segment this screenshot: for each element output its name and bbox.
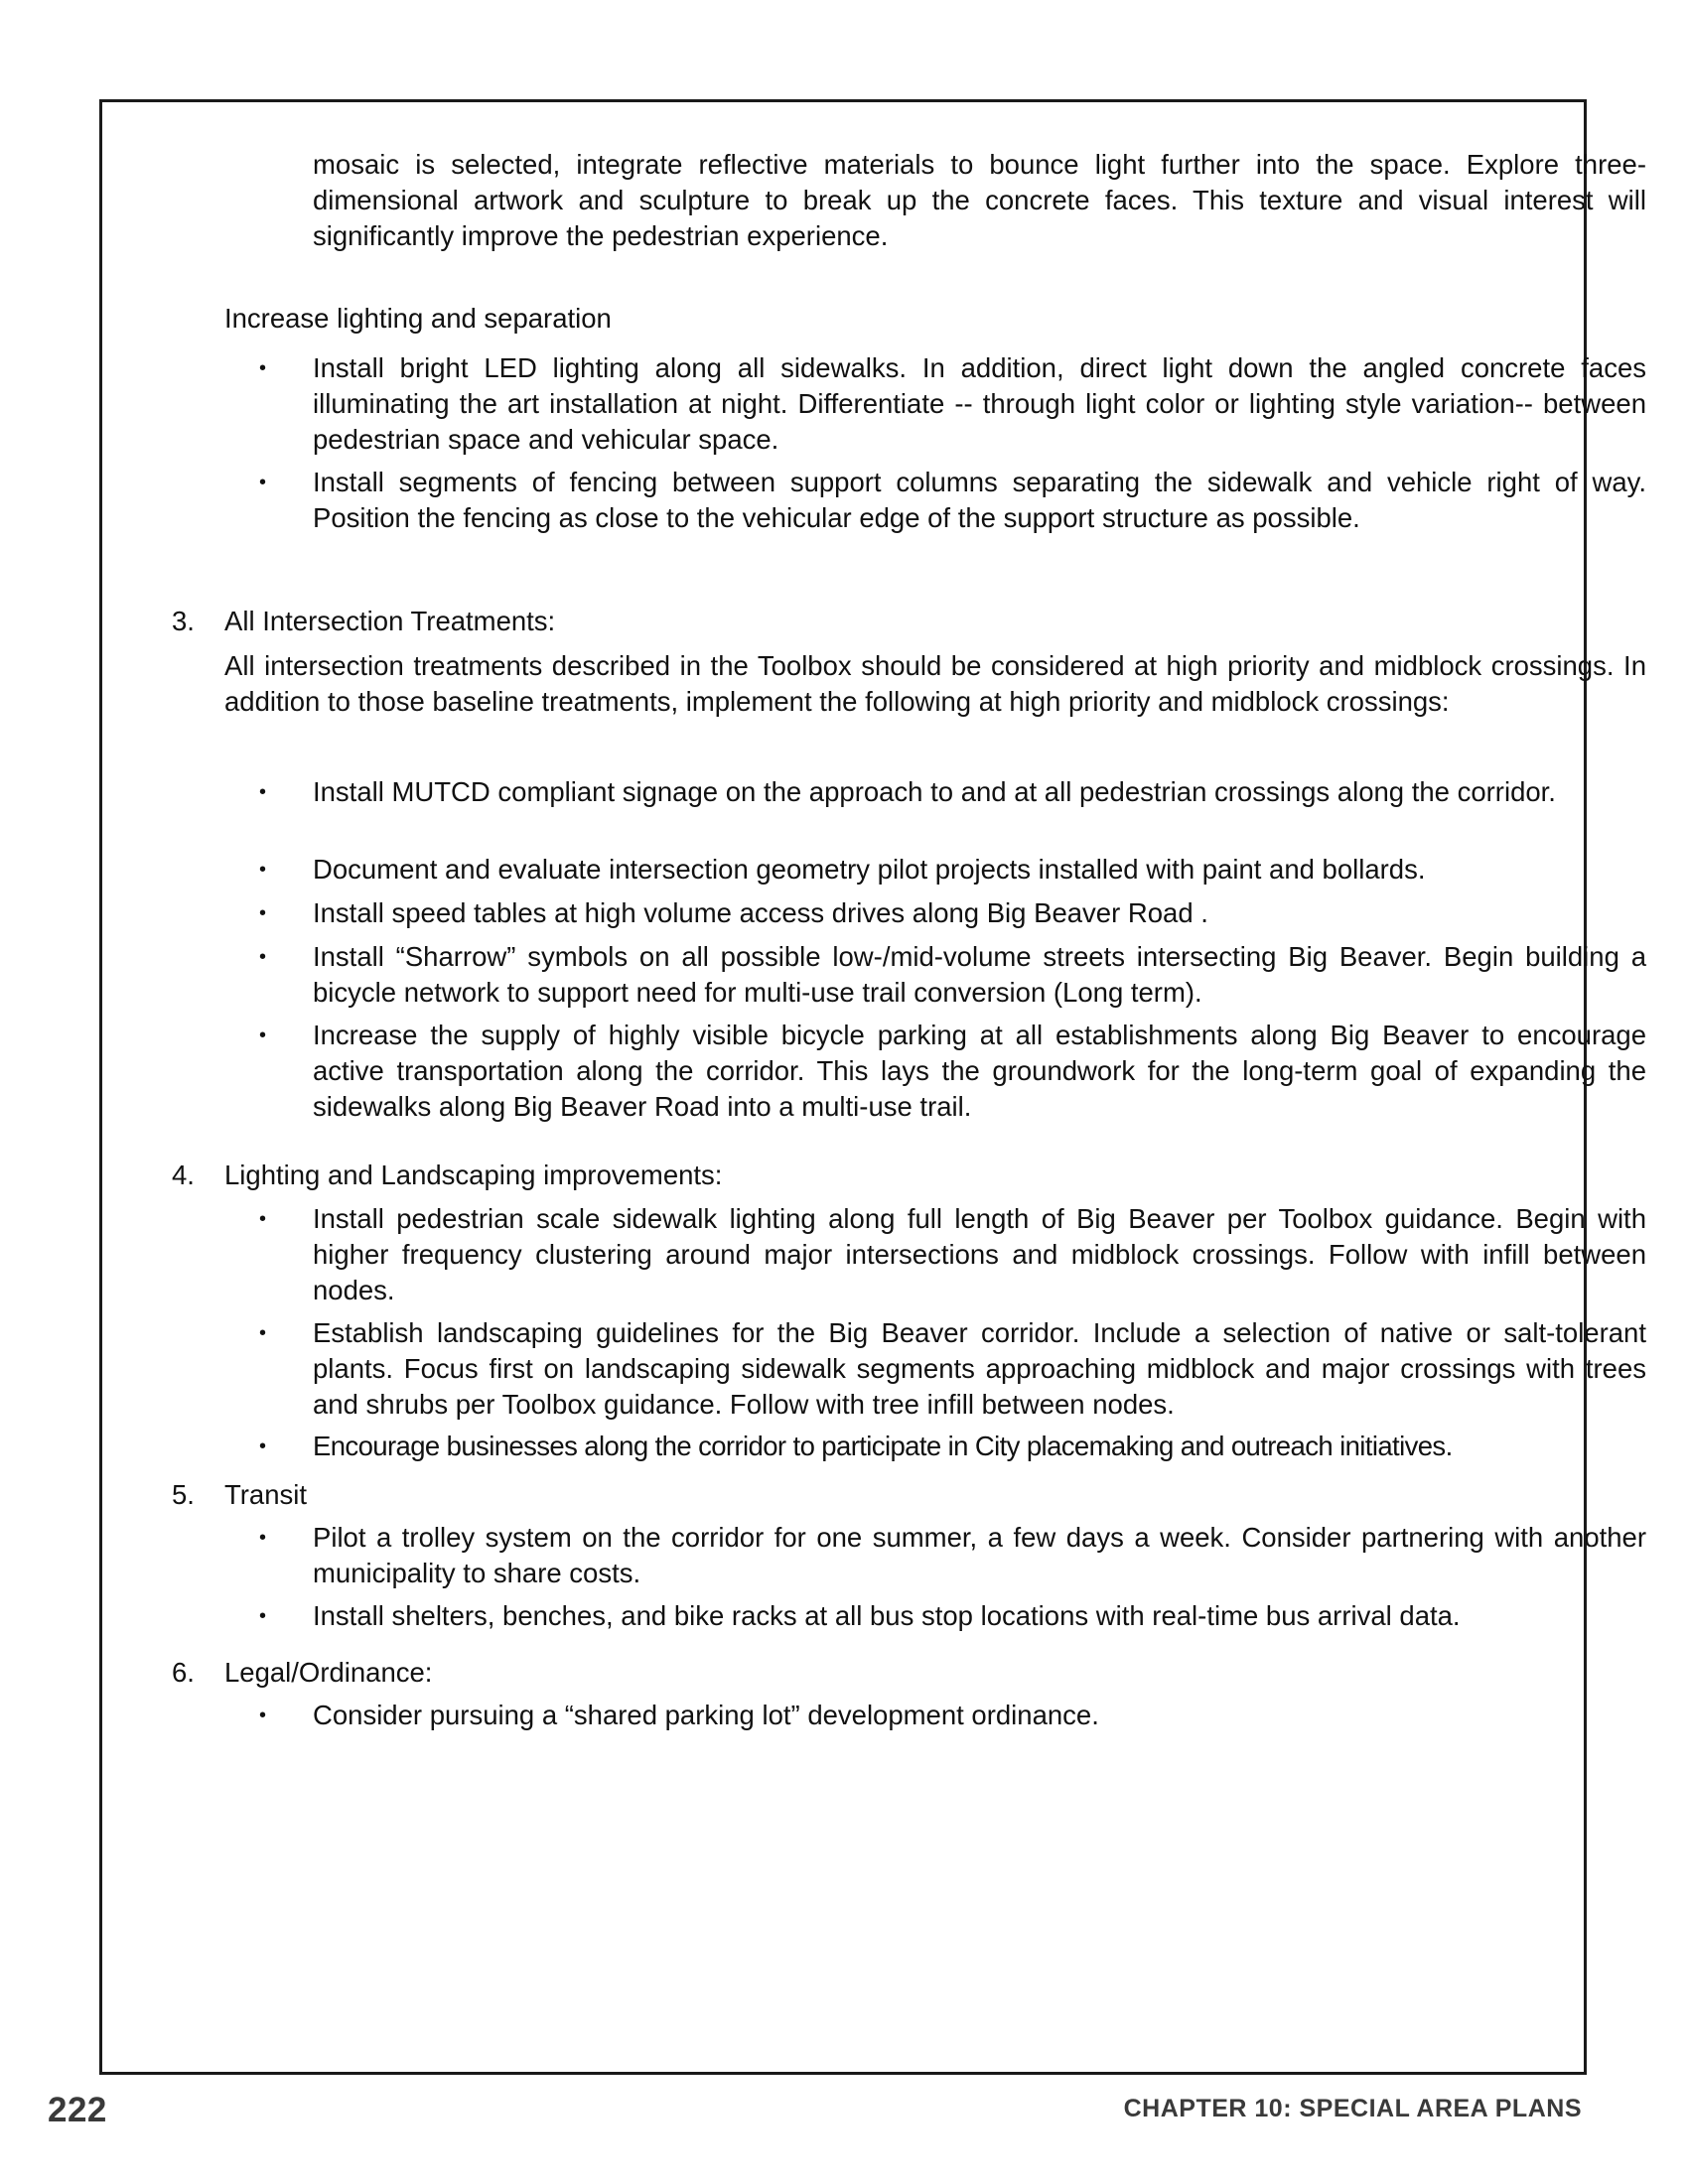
bullet-text: Encourage businesses along the corridor to participate in City placemaking and outreach initiatives. — [313, 1431, 1453, 1461]
item-number: 4. — [172, 1160, 195, 1190]
bullet-text: Install speed tables at high volume access drives along Big Beaver Road . — [313, 897, 1208, 928]
page-number: 222 — [48, 2091, 107, 2129]
page-content — [102, 102, 1646, 2072]
bullet-text: Install bright LED lighting along all sidewalks. In addition, direct light down the angled concrete faces illuminating the art installation at night. Differentiate -- through light color or lighting style variation-- between pedestrian space and vehicular space. — [313, 352, 1646, 455]
bullet-text: Install pedestrian scale sidewalk lighting along full length of Big Beaver per Toolbox guidance. Begin with higher frequency clustering around major intersections and midblock crossings. Follow with infill between nodes. — [313, 1203, 1646, 1305]
bullet-glyph: • — [259, 946, 267, 968]
item-heading: Lighting and Landscaping improvements: — [224, 1160, 723, 1190]
item-paragraph: All intersection treatments described in the Toolbox should be considered at high priority and midblock crossings. In addition to those baseline treatments, implement the following at high priority and midblock crossings: — [224, 650, 1646, 717]
bullet-text: Install MUTCD compliant signage on the approach to and at all pedestrian crossings along the corridor. — [313, 776, 1556, 807]
bullet-text: Install “Sharrow” symbols on all possible low-/mid-volume streets intersecting Big Beaver. Begin building a bicycle network to support need for multi-use trail conversion (Long term). — [313, 941, 1646, 1008]
bullet-text: Increase the supply of highly visible bicycle parking at all establishments along Big Beaver to encourage active transportation along the corridor. This lays the groundwork for the long-term goal of expanding the sidewalks along Big Beaver Road into a multi-use trail. — [313, 1020, 1646, 1122]
bullet-glyph: • — [259, 472, 267, 493]
bullet-glyph: • — [259, 1208, 267, 1230]
chapter-label: CHAPTER 10: SPECIAL AREA PLANS — [1123, 2095, 1582, 2122]
bullet-text: Document and evaluate intersection geometry pilot projects installed with paint and bollards. — [313, 854, 1426, 885]
item-number: 3. — [172, 606, 195, 636]
bullet-glyph: • — [259, 1024, 267, 1046]
item-heading: Transit — [224, 1479, 308, 1510]
page-frame — [99, 99, 1646, 2075]
bullet-glyph: • — [259, 357, 267, 379]
item-heading: All Intersection Treatments: — [224, 606, 556, 636]
bullet-text: Consider pursuing a “shared parking lot” development ordinance. — [313, 1700, 1099, 1730]
intro-paragraph: mosaic is selected, integrate reflective materials to bounce light further into the space. Explore three-dimensional artwork and sculpture to break up the concrete faces. This texture and visual interest will significantly improve the pedestrian experience. — [313, 149, 1646, 251]
bullet-text: Establish landscaping guidelines for the Big Beaver corridor. Include a selection of native or salt-tolerant plants. Focus first on landscaping sidewalk segments approaching midblock and major crossings with trees and shrubs per Toolbox guidance. Follow with tree infill between nodes. — [313, 1317, 1646, 1420]
bullet-glyph: • — [259, 859, 267, 881]
bullet-glyph: • — [259, 1605, 267, 1627]
bullet-glyph: • — [259, 1527, 267, 1549]
bullet-glyph: • — [259, 1322, 267, 1344]
bullet-text: Pilot a trolley system on the corridor for one summer, a few days a week. Consider partnering with another municipality to share costs. — [313, 1522, 1646, 1588]
section-subheading: Increase lighting and separation — [224, 303, 612, 334]
bullet-text: Install segments of fencing between support columns separating the sidewalk and vehicle right of way. Position the fencing as close to the vehicular edge of the support structure as possible. — [313, 467, 1646, 533]
bullet-glyph: • — [259, 1435, 267, 1457]
bullet-glyph: • — [259, 1705, 267, 1726]
bullet-glyph: • — [259, 781, 267, 803]
item-number: 5. — [172, 1479, 195, 1510]
item-heading: Legal/Ordinance: — [224, 1657, 433, 1688]
bullet-text: Install shelters, benches, and bike racks at all bus stop locations with real-time bus arrival data. — [313, 1600, 1461, 1631]
item-number: 6. — [172, 1657, 195, 1688]
bullet-glyph: • — [259, 902, 267, 924]
